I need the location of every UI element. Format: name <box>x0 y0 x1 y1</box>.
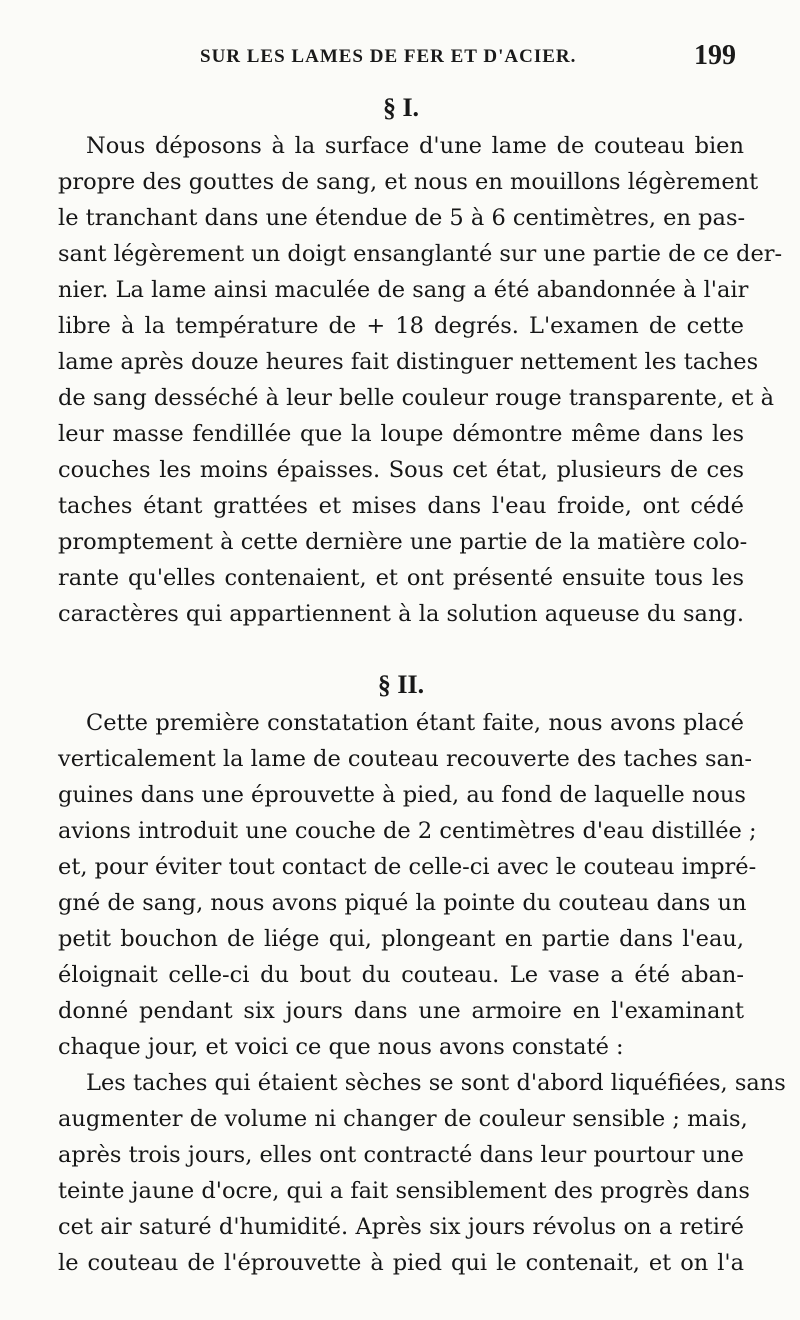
text-line: et, pour éviter tout contact de celle-ci avec le couteau impré- <box>58 854 757 880</box>
text-line: après trois jours, elles ont contracté dans leur pourtour une <box>58 1142 744 1168</box>
text-line: couches les moins épaisses. Sous cet état, plusieurs de ces <box>58 457 744 483</box>
text-line: petit bouchon de liége qui, plongeant en partie dans l'eau, <box>58 926 744 952</box>
text-line: Cette première constatation étant faite, nous avons placé <box>86 710 744 736</box>
section-heading: § II. <box>377 670 425 699</box>
text-line: libre à la température de + 18 degrés. L'examen de cette <box>58 313 744 339</box>
text-line: donné pendant six jours dans une armoire en l'examinant <box>58 998 744 1024</box>
text-line: de sang desséché à leur belle couleur rouge transparente, et à <box>58 385 775 411</box>
text-line: promptement à cette dernière une partie de la matière colo- <box>58 529 748 555</box>
text-line: propre des gouttes de sang, et nous en mouillons légèrement <box>58 169 759 195</box>
text-line: leur masse fendillée que la loupe démontre même dans les <box>58 421 744 447</box>
text-line: verticalement la lame de couteau recouverte des taches san- <box>58 746 753 772</box>
text-line: teinte jaune d'ocre, qui a fait sensiblement des progrès dans <box>58 1178 750 1204</box>
text-line: sant légèrement un doigt ensanglanté sur une partie de ce der- <box>58 241 783 267</box>
text-line: gné de sang, nous avons piqué la pointe du couteau dans un <box>58 890 747 916</box>
text-line: cet air saturé d'humidité. Après six jours révolus on a retiré <box>58 1214 744 1240</box>
text-line: taches étant grattées et mises dans l'eau froide, ont cédé <box>58 493 744 519</box>
text-line: nier. La lame ainsi maculée de sang a été abandonnée à l'air <box>58 277 749 303</box>
text-line: lame après douze heures fait distinguer nettement les taches <box>58 349 759 375</box>
section-2 <box>58 665 786 1281</box>
section-heading: § I. <box>382 93 420 122</box>
text-line: Nous déposons à la surface d'une lame de couteau bien <box>86 133 744 159</box>
running-title: SUR LES LAMES DE FER ET D'ACIER. <box>200 46 577 67</box>
text-line: caractères qui appartiennent à la solution aqueuse du sang. <box>58 601 744 627</box>
text-line: éloignait celle-ci du bout du couteau. Le vase a été aban- <box>58 962 744 988</box>
page-number: 199 <box>694 40 736 71</box>
text-line: guines dans une éprouvette à pied, au fond de laquelle nous <box>58 782 746 808</box>
text-line: le tranchant dans une étendue de 5 à 6 centimètres, en pas- <box>58 205 746 231</box>
text-line: Les taches qui étaient sèches se sont d'abord liquéfiées, sans <box>86 1070 786 1096</box>
text-line: chaque jour, et voici ce que nous avons constaté : <box>58 1034 624 1060</box>
page-header <box>0 40 800 74</box>
text-line: rante qu'elles contenaient, et ont présenté ensuite tous les <box>58 565 744 591</box>
section-1 <box>58 88 783 632</box>
text-line: avions introduit une couche de 2 centimètres d'eau distillée ; <box>58 818 757 844</box>
text-line: le couteau de l'éprouvette à pied qui le contenait, et on l'a <box>58 1250 744 1276</box>
text-line: augmenter de volume ni changer de couleur sensible ; mais, <box>58 1106 748 1132</box>
